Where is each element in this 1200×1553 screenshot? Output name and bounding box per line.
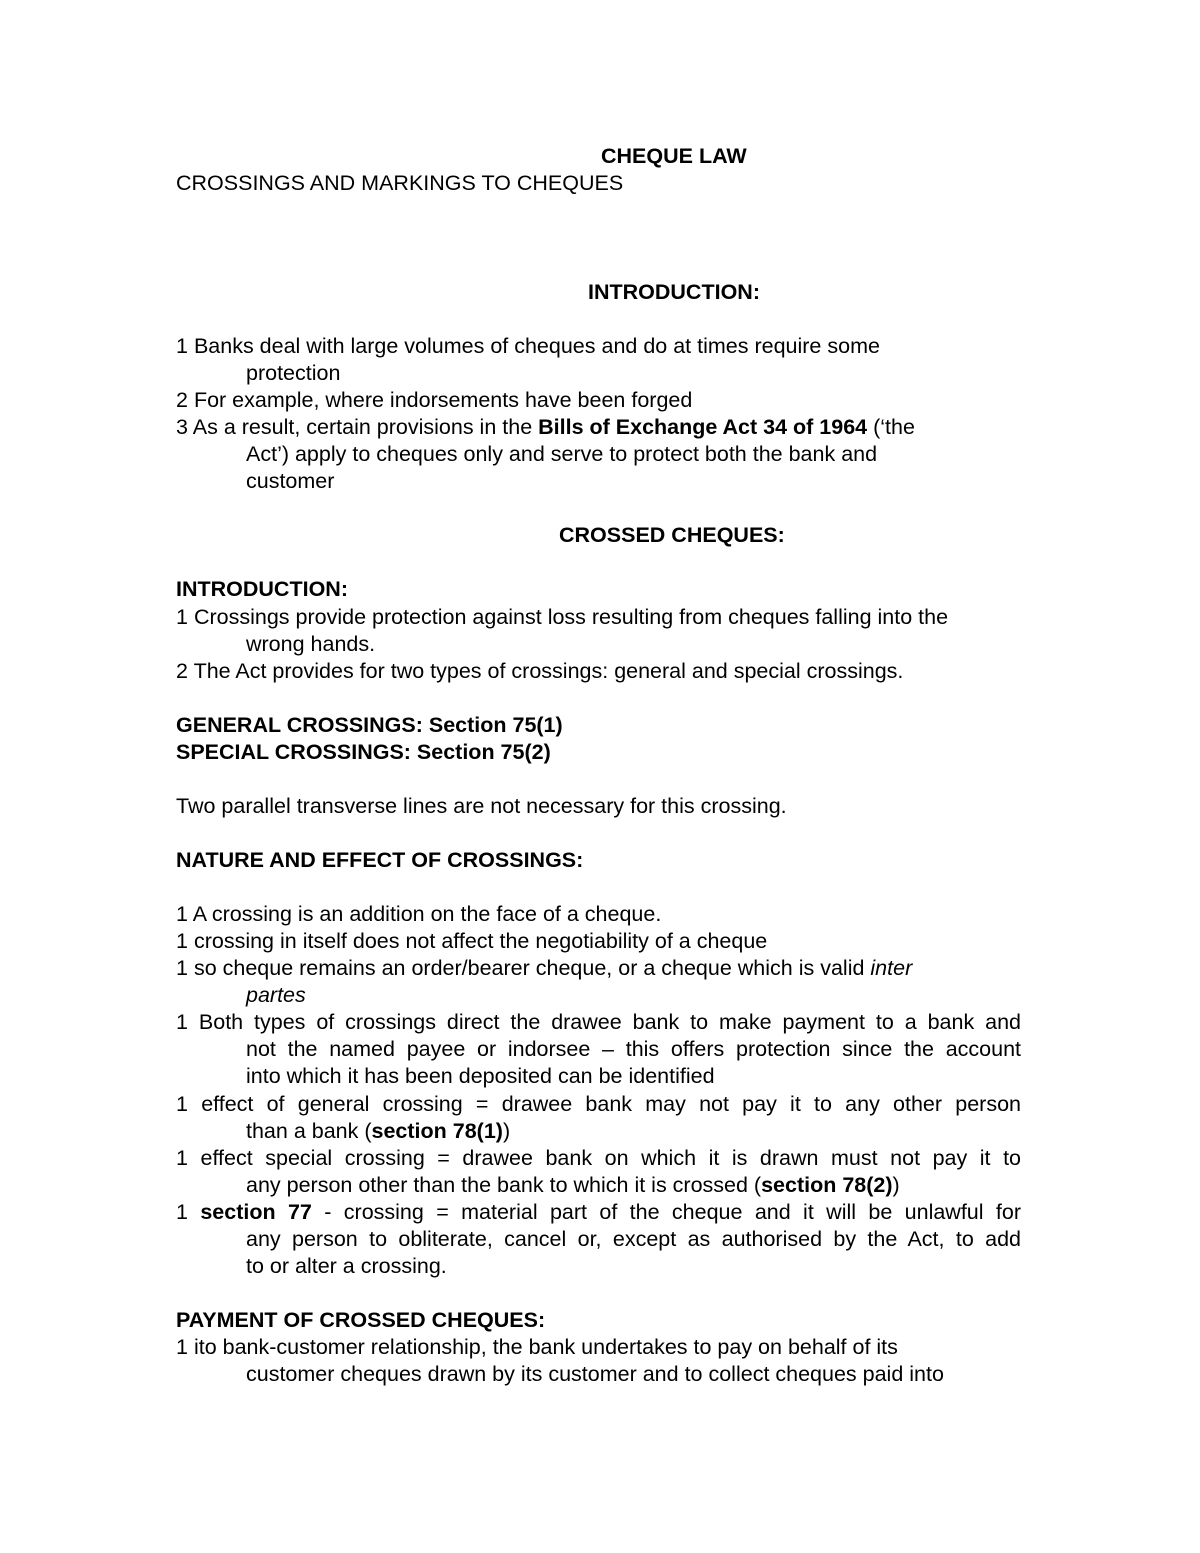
payment-item-1-continuation: customer cheques drawn by its customer and to collect cheques paid into	[246, 1362, 944, 1386]
nature-item-3-continuation: partes	[246, 983, 306, 1007]
list-number: 2	[176, 388, 188, 412]
intro-item-3-continuation-1: Act’) apply to cheques only and serve to protect both the bank and	[246, 442, 878, 466]
intro-item-2	[176, 387, 692, 414]
list-text: )	[502, 1119, 511, 1143]
intro-item-3	[176, 414, 915, 441]
list-text: so cheque remains an order/bearer cheque, or a cheque which is valid	[193, 956, 871, 980]
nature-item-7-continuation-1: any person to obliterate, cancel or, except as authorised by the Act, to add	[246, 1227, 1021, 1251]
list-number: 1	[176, 1146, 188, 1170]
list-text: effect of general crossing = drawee bank may not pay it to any other person	[201, 1092, 1021, 1116]
nature-item-7	[176, 1199, 1021, 1226]
parallel-lines-note: Two parallel transverse lines are not necessary for this crossing.	[176, 794, 787, 818]
list-text: effect special crossing = drawee bank on which it is drawn must not pay it to	[200, 1146, 1021, 1170]
payment-heading: PAYMENT OF CROSSED CHEQUES:	[176, 1308, 546, 1332]
list-text: any person other than the bank to which it is crossed (	[246, 1173, 762, 1197]
list-text: A crossing is an addition on the face of a cheque.	[192, 902, 662, 926]
list-number: 1	[176, 902, 188, 926]
nature-item-5	[176, 1091, 1021, 1118]
list-number: 1	[176, 334, 188, 358]
list-number: 1	[176, 1200, 188, 1224]
nature-item-5-continuation	[246, 1118, 510, 1145]
general-crossings-heading: GENERAL CROSSINGS: Section 75(1)	[176, 713, 563, 737]
crossed-intro-heading: INTRODUCTION:	[176, 577, 348, 601]
list-text: Crossings provide protection against loss resulting from cheques falling into the	[193, 605, 949, 629]
list-text: As a result, certain provisions in the	[192, 415, 539, 439]
nature-item-4-continuation-1: not the named payee or indorsee – this offers protection since the account	[246, 1037, 1021, 1061]
list-number: 1	[176, 605, 188, 629]
nature-item-1	[176, 901, 661, 928]
nature-item-6-continuation	[246, 1172, 900, 1199]
list-text: )	[892, 1173, 900, 1197]
act-citation: Bills of Exchange Act 34 of 1964	[538, 415, 868, 439]
intro-item-1	[176, 333, 880, 360]
list-text: Banks deal with large volumes of cheques and do at times require some	[193, 334, 880, 358]
nature-effect-heading: NATURE AND EFFECT OF CROSSINGS:	[176, 848, 584, 872]
crossed-cheques-heading: CROSSED CHEQUES:	[559, 523, 785, 547]
list-number: 1	[176, 929, 188, 953]
special-crossings-heading: SPECIAL CROSSINGS: Section 75(2)	[176, 740, 551, 764]
list-number: 3	[176, 415, 188, 439]
list-number: 1	[176, 1092, 188, 1116]
document-subtitle: CROSSINGS AND MARKINGS TO CHEQUES	[176, 171, 624, 195]
intro-item-3-continuation-2: customer	[246, 469, 335, 493]
document-title: CHEQUE LAW	[601, 144, 747, 168]
nature-item-4-continuation-2: into which it has been deposited can be identified	[246, 1064, 715, 1088]
list-number: 1	[176, 1335, 188, 1359]
latin-term: inter	[870, 956, 913, 980]
list-text: (‘the	[867, 415, 915, 439]
list-text: ito bank-customer relationship, the bank undertakes to pay on behalf of its	[193, 1335, 898, 1359]
crossed-item-1	[176, 604, 948, 631]
list-number: 1	[176, 1010, 188, 1034]
section-reference: section 78(2)	[761, 1173, 893, 1197]
section-reference: section 77	[200, 1200, 312, 1224]
nature-item-3	[176, 955, 912, 982]
payment-item-1	[176, 1334, 898, 1361]
list-text: The Act provides for two types of crossings: general and special crossings.	[193, 659, 904, 683]
list-text: Both types of crossings direct the drawee bank to make payment to a bank and	[198, 1010, 1021, 1034]
intro-heading: INTRODUCTION:	[588, 280, 760, 304]
list-text: than a bank (	[246, 1119, 372, 1143]
nature-item-4	[176, 1009, 1021, 1036]
nature-item-7-continuation-2: to or alter a crossing.	[246, 1254, 447, 1278]
section-reference: section 78(1)	[371, 1119, 503, 1143]
list-text: crossing in itself does not affect the negotiability of a cheque	[193, 929, 768, 953]
list-number: 1	[176, 956, 188, 980]
crossed-item-1-continuation: wrong hands.	[246, 632, 376, 656]
crossed-item-2	[176, 658, 903, 685]
intro-item-1-continuation: protection	[246, 361, 341, 385]
nature-item-2	[176, 928, 767, 955]
list-text: For example, where indorsements have been forged	[193, 388, 693, 412]
list-number: 2	[176, 659, 188, 683]
nature-item-6	[176, 1145, 1021, 1172]
list-text: - crossing = material part of the cheque and it will be unlawful for	[311, 1200, 1021, 1224]
